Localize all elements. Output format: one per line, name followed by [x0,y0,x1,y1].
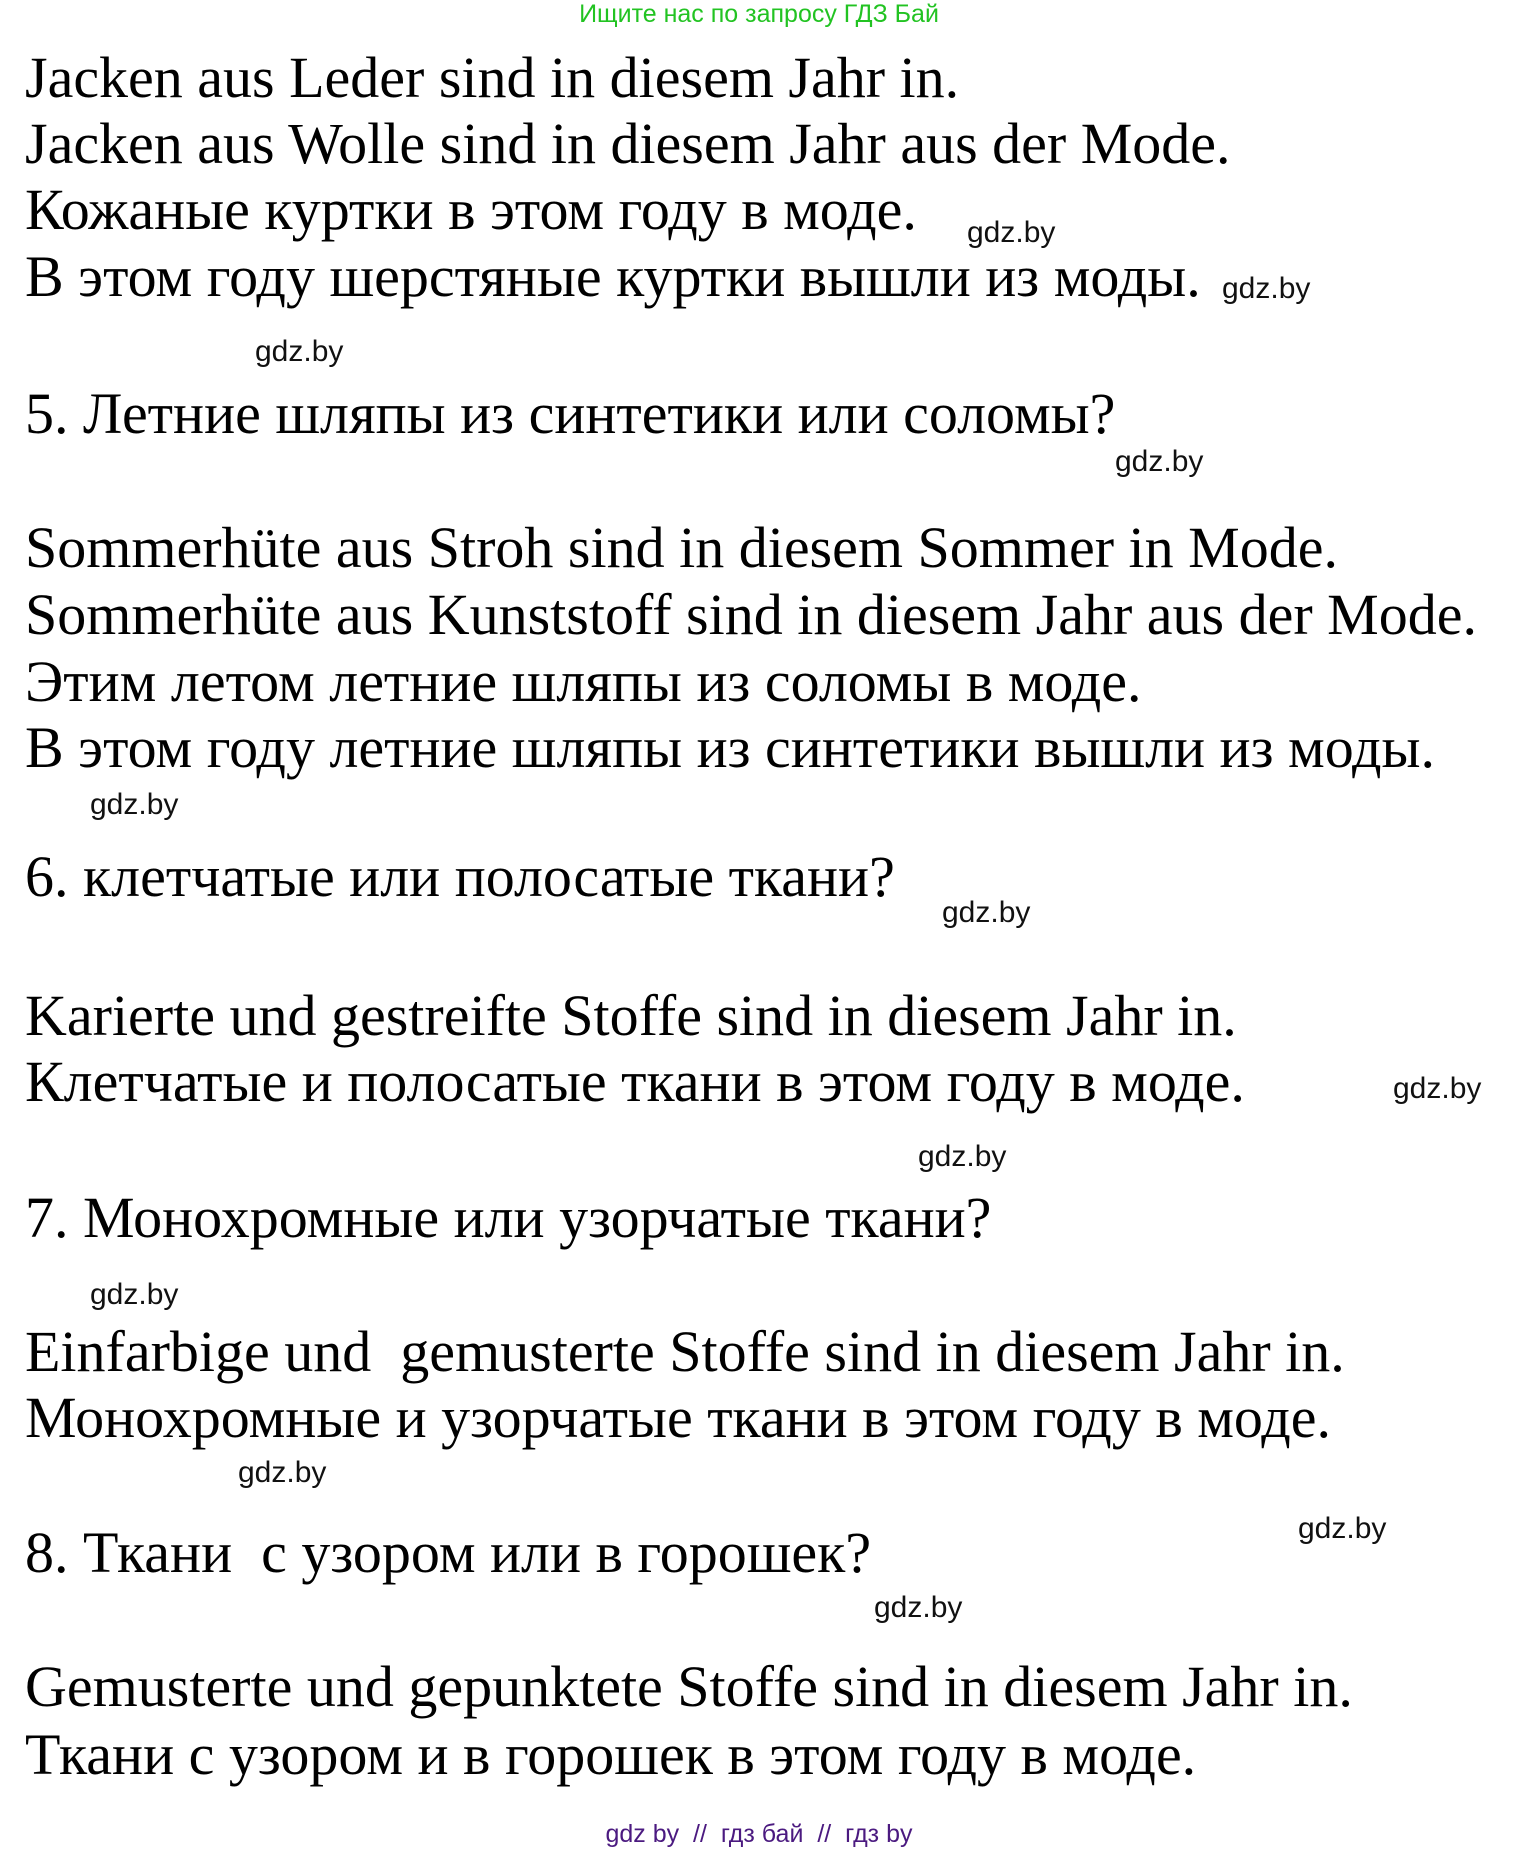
footer-links: gdz by // гдз бай // гдз by [605,1820,913,1848]
watermark: gdz.by [918,1140,1007,1173]
text-line: Jacken aus Wolle sind in diesem Jahr aus der Mode. [25,111,1231,176]
text-line: Gemusterte und gepunktete Stoffe sind in diesem Jahr in. [25,1654,1353,1719]
question-heading-6: 6. клетчатые или полосатые ткани? [25,844,895,909]
text-line: Sommerhüte aus Stroh sind in diesem Sommer in Mode. [25,515,1338,580]
watermark: gdz.by [255,335,344,368]
watermark: gdz.by [942,896,1031,929]
text-line: В этом году летние шляпы из синтетики вышли из моды. [25,715,1436,780]
text-line: Монохромные и узорчатые ткани в этом году в моде. [25,1385,1331,1450]
text-line: Karierte und gestreifte Stoffe sind in diesem Jahr in. [25,983,1237,1048]
text-line: Sommerhüte aus Kunststoff sind in diesem Jahr aus der Mode. [25,582,1477,647]
text-line: Этим летом летние шляпы из соломы в моде. [25,649,1142,714]
watermark: gdz.by [90,1278,179,1311]
watermark: gdz.by [1115,445,1204,478]
text-line: Клетчатые и полосатые ткани в этом году в моде. [25,1049,1245,1114]
text-line: Кожаные куртки в этом году в моде. [25,177,917,242]
question-heading-7: 7. Монохромные или узорчатые ткани? [25,1185,992,1250]
text-line: Jacken aus Leder sind in diesem Jahr in. [25,45,960,110]
watermark: gdz.by [238,1456,327,1489]
question-heading-5: 5. Летние шляпы из синтетики или соломы? [25,381,1116,446]
watermark: gdz.by [1393,1072,1482,1105]
text-line: В этом году шерстяные куртки вышли из моды. [25,244,1201,309]
watermark: gdz.by [874,1591,963,1624]
watermark: gdz.by [967,216,1056,249]
header-search-hint: Ищите нас по запросу ГДЗ Бай [579,0,939,28]
text-line: Ткани с узором и в горошек в этом году в моде. [25,1722,1197,1787]
watermark: gdz.by [90,788,179,821]
text-line: Einfarbige und gemusterte Stoffe sind in diesem Jahr in. [25,1319,1345,1384]
question-heading-8: 8. Ткани с узором или в горошек? [25,1520,872,1585]
watermark: gdz.by [1298,1512,1387,1545]
watermark: gdz.by [1222,272,1311,305]
